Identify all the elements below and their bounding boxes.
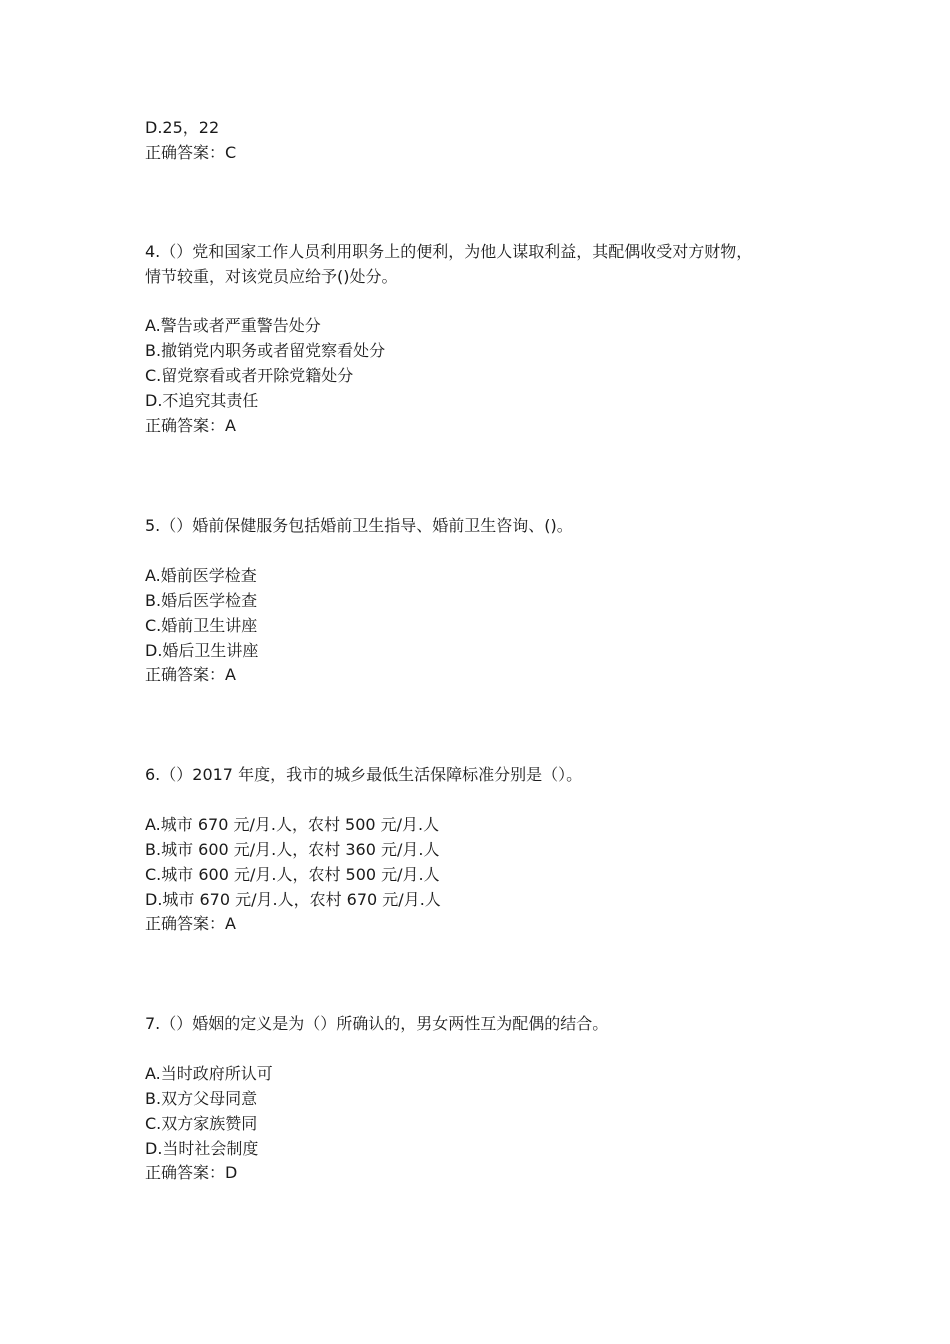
question-7-option-c: C.双方家族赞同 [145,1114,258,1133]
question-4-option-b: B.撤销党内职务或者留党察看处分 [145,341,386,360]
question-6-answer: 正确答案：A [145,914,236,933]
question-5-option-c: C.婚前卫生讲座 [145,616,258,635]
question-5-option-a: A.婚前医学检查 [145,566,257,585]
question-7-option-b: B.双方父母同意 [145,1089,258,1108]
question-7-option-a: A.当时政府所认可 [145,1064,273,1083]
question-5-stem: 5.（）婚前保健服务包括婚前卫生指导、婚前卫生咨询、()。 [145,516,573,535]
question-5-option-b: B.婚后医学检查 [145,591,258,610]
question-6-option-d: D.城市 670 元/月.人，农村 670 元/月.人 [145,890,441,909]
question-7-option-d: D.当时社会制度 [145,1139,259,1158]
prev-answer: 正确答案：C [145,143,237,162]
question-4-option-c: C.留党察看或者开除党籍处分 [145,366,354,385]
question-5-option-d: D.婚后卫生讲座 [145,641,259,660]
question-4-option-d: D.不追究其责任 [145,391,259,410]
question-4-stem-line1: 4.（）党和国家工作人员利用职务上的便利，为他人谋取利益，其配偶收受对方财物， [145,242,753,261]
question-6-stem: 6.（）2017 年度，我市的城乡最低生活保障标准分别是（）。 [145,765,583,784]
question-6-option-b: B.城市 600 元/月.人，农村 360 元/月.人 [145,840,440,859]
question-7-stem: 7.（）婚姻的定义是为（）所确认的，男女两性互为配偶的结合。 [145,1014,609,1033]
question-6-option-c: C.城市 600 元/月.人，农村 500 元/月.人 [145,865,440,884]
question-6-option-a: A.城市 670 元/月.人，农村 500 元/月.人 [145,815,440,834]
question-4-stem-line2: 情节较重，对该党员应给予()处分。 [145,267,398,286]
question-7-answer: 正确答案：D [145,1163,238,1182]
prev-option-d: D.25，22 [145,118,220,137]
question-4-answer: 正确答案：A [145,416,236,435]
question-4-option-a: A.警告或者严重警告处分 [145,316,321,335]
question-5-answer: 正确答案：A [145,665,236,684]
